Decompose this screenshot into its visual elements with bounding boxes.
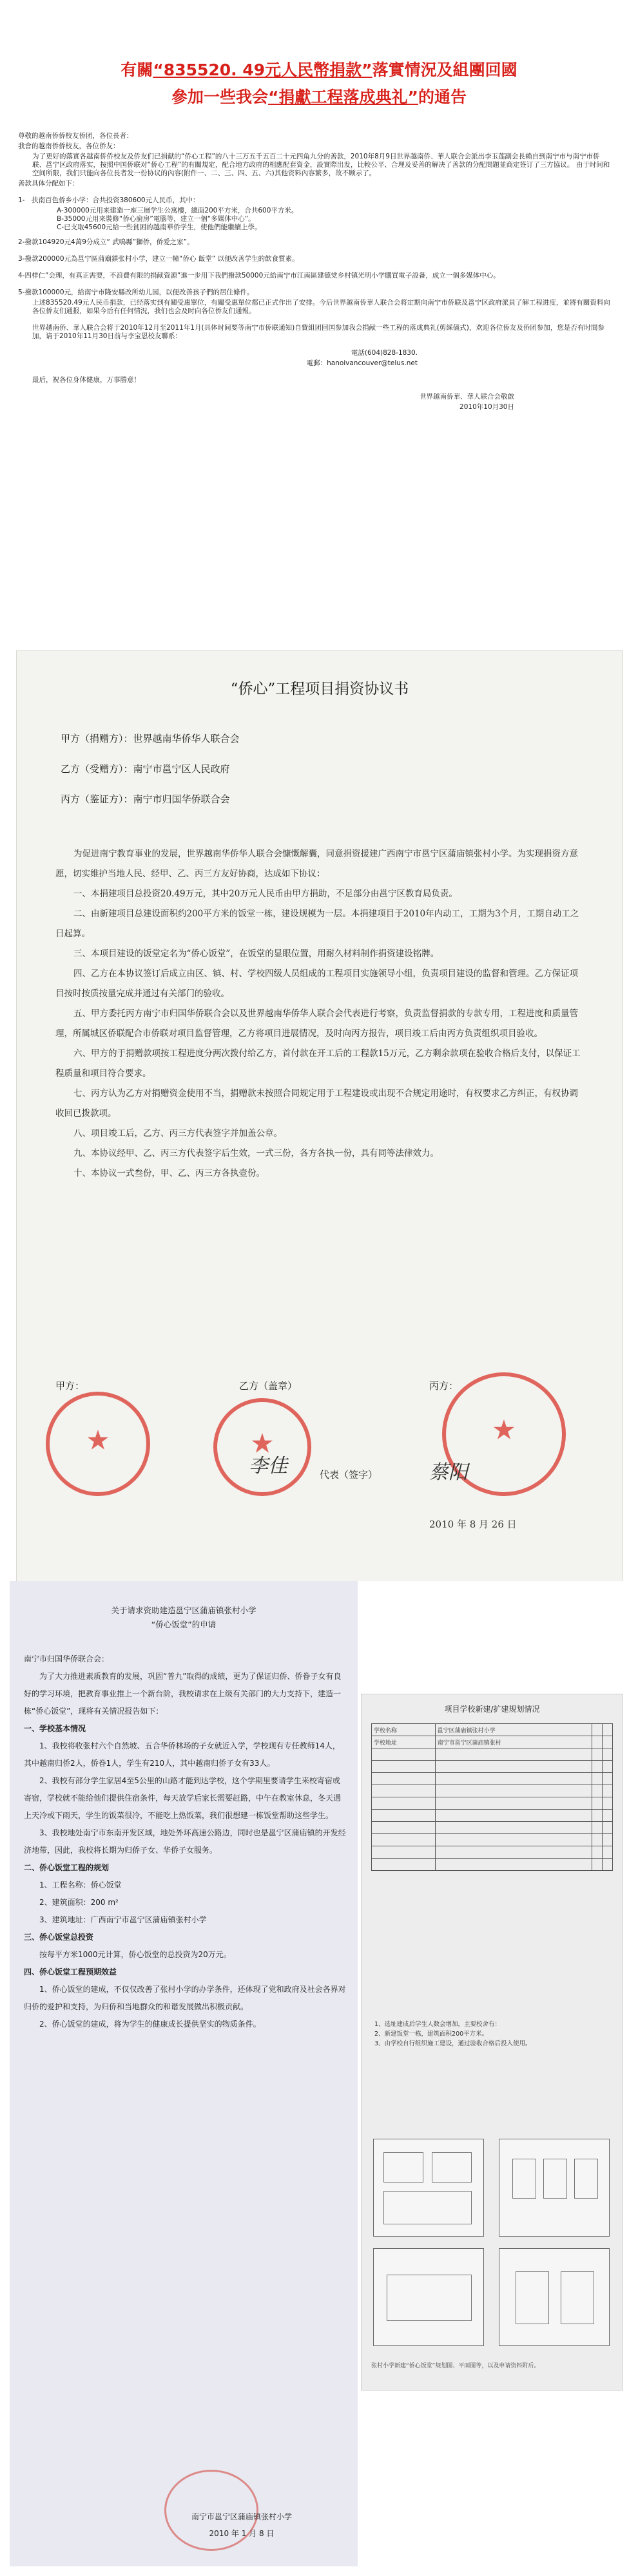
plan-table-cell (602, 1761, 612, 1773)
agreement-clause: 十、本协议一式叁份，甲、乙、丙三方各执壹份。 (73, 1168, 265, 1179)
agreement-title: “侨心”工程项目捐资协议书 (230, 681, 409, 697)
plan-table-row (372, 1748, 613, 1761)
drawing-room (383, 2152, 423, 2183)
notice-section (0, 0, 638, 650)
plan-table-cell (435, 1761, 592, 1773)
sign-party-c: 丙方： (429, 1380, 459, 1392)
allocation-item: 5-撥款100000元，給南宁市隆安縣改所幼儿园，以便改善孩子們的居住條件。 (18, 289, 254, 296)
agreement-clause: 一、本捐建项目总投资20.49万元，其中20万元人民币由甲方捐助，不足部分由邕宁区教育局负责。 (73, 889, 458, 899)
plan-table-cell (602, 1846, 612, 1859)
plan-table-row (372, 1761, 613, 1773)
request-paragraph: 1、侨心饭堂的建成，不仅仅改善了张村小学的办学条件，还体现了党和政府及社会各界对归侨的爱护和支持，为归侨和当地群众的和谐发展做出积极贡献。 (24, 1985, 346, 2011)
elevation-drawing (499, 2139, 610, 2237)
request-paragraph: 按每平方米1000元计算，侨心饭堂的总投资为20万元。 (39, 1950, 231, 1959)
plan-table-cell (592, 1773, 602, 1785)
plan-table-cell (602, 1834, 612, 1846)
allocation-item: 2-撥款104920元4萬9分成立“ 武鳴縣”獅侨，侨爱之家”。 (18, 238, 194, 246)
title-text: 落實情況及組團回國 (372, 61, 517, 79)
star-icon: ★ (250, 1427, 275, 1459)
plan-table (371, 1723, 613, 1871)
signature-c: 蔡阳 (429, 1461, 468, 1484)
plan-table-cell (602, 1859, 612, 1871)
notice-title (39, 57, 599, 111)
plan-table-cell (602, 1736, 612, 1748)
plan-table-cell (602, 1822, 612, 1834)
request-paragraph: 1、我校将收张村六个自然坡、五合华侨林场的子女就近入学，学校现有专任教师14人，其中越南归侨2人，侨眷1人，学生有210人，其中越南归侨子女有33人。 (24, 1741, 340, 1768)
star-icon: ★ (86, 1424, 110, 1456)
plan-table-cell (435, 1785, 592, 1797)
plan-table-cell (372, 1761, 436, 1773)
plan-table-cell (602, 1785, 612, 1797)
agreement-date: 2010 年 8 月 26 日 (429, 1519, 517, 1530)
plan-table-cell (592, 1724, 602, 1736)
plan-table-cell (602, 1724, 612, 1736)
plan-table-cell (592, 1748, 602, 1761)
plan-table-cell (372, 1785, 436, 1797)
party-b: 乙方（受赠方）：南宁市邕宁区人民政府 (61, 763, 230, 775)
agreement-clause: 三、本项目建设的饭堂定名为“侨心饭堂”，在饭堂的显眼位置，用耐久材料制作捐资建设铭牌。 (73, 949, 440, 959)
plan-table-row (372, 1797, 613, 1810)
notice-signer: 世界越南侨華、華人联合会敬啟 (420, 393, 514, 401)
plan-table-cell (435, 1834, 592, 1846)
plan-table-cell (602, 1797, 612, 1810)
plan-footer: 张村小学新建“侨心饭堂”规划图、平面图等，以及申请资料附后。 (371, 2363, 540, 2369)
agreement-text (55, 844, 584, 1184)
floor-plan-drawing (373, 2139, 484, 2237)
sign-party-a: 甲方： (55, 1380, 85, 1392)
notice-paragraph: 上述835520.49元人民币捐款，已经落实到有關受惠單位，有關受惠單位都已正式作出了安排。今后世界越南侨華人联合会将定期向南宁市侨联及邕宁区政府派員了解工程进度，並將有關資料向各位侨友们通报，如果今后有任何情況，我们也会及时向各位侨友们通報。 (32, 299, 610, 315)
signature-b: 李佳 (249, 1455, 287, 1477)
drawing-room (387, 2275, 472, 2321)
title-ceremony: “捐獻工程落成典礼” (268, 88, 418, 106)
plan-table-cell (592, 1822, 602, 1834)
party-c: 丙方（鉴证方）：南宁市归国华侨联合会 (61, 793, 230, 805)
agreement-clause: 二、由新建项目总建设面积约200平方米的饭堂一栋，建设规模为一层。本捐建项目于2010年内动工，工期为3个月，工期自动工之日起算。 (55, 909, 579, 939)
title-text: 的通告 (418, 88, 467, 106)
plan-table-row (372, 1810, 613, 1822)
plan-table-row (372, 1736, 613, 1748)
agreement-clause: 八、项目竣工后，乙方、丙三方代表签字并加盖公章。 (73, 1128, 282, 1139)
notice-paragraph: 为了更好的落實各越南侨侨校友及侨友们已捐献的“侨心工程”的八十三万五千五百二十元四角九分的善款，2010年8月9日世界越南侨、華人联合会派出李玉莲副会長赖自到南宁市与南宁市侨联、邕宁区政府落实，按照中国侨联对“侨心工程”的有關規定，配合地方政府的相應配套資金，設實際出发，比較公平、合理及妥善的解决了善款的分配問題並商定签订了三方協议。 由于时间和空间所限，我们只能向各位長者发一份协议的內容(附件一、二、三、四、五、六)其他资料內容繁多，故不顾示了。 (32, 153, 610, 177)
plan-table-cell (372, 1846, 436, 1859)
notice-date: 2010年10月30日 (459, 403, 514, 411)
plan-table-cell: 学校名称 (372, 1724, 436, 1736)
allocation-item: 3-撥款200000元為邕宁區蒲廟鎮张村小学，建立一幢“侨心 飯堂” 以便改善学生的飲食質素。 (18, 255, 299, 263)
contact-phone: 電話(604)828-1830. (351, 349, 418, 357)
drawing-window (561, 2271, 594, 2324)
agreement-clause: 五、甲方委托丙方南宁市归国华侨联合会以及世界越南华侨华人联合会代表进行考察，负责监督捐款的专款专用，工程进度和质量管理，所属城区侨联配合市侨联对项目监督管理，乙方将项目进展情况，及时向丙方报告，项目竣工后由丙方负责组织项目验收。 (55, 1009, 578, 1039)
request-heading: 四、侨心饭堂工程预期效益 (24, 1967, 117, 1976)
allocation-subitem: A-300000元用来建造一座三層学生公寓樓，總面200平方米，合共600平方米。 (57, 207, 298, 214)
plan-table-cell (592, 1810, 602, 1822)
notice-paragraph: 善款具体分配如下： (18, 180, 79, 187)
plan-table-cell (372, 1748, 436, 1761)
agreement-clause: 九、本协议经甲、乙、丙三方代表签字后生效，一式三份，各方各执一份，具有同等法律效力。 (73, 1148, 439, 1159)
building-drawings (373, 2139, 612, 2351)
plan-table-cell (372, 1822, 436, 1834)
notice-intro: 我會的越南侨侨校友，各位侨友： (18, 142, 120, 150)
plan-table-cell (372, 1810, 436, 1822)
title-amount: “835520. 49元人民幣捐款” (153, 61, 372, 79)
plan-table-cell (372, 1859, 436, 1871)
notice-title-line-2 (39, 84, 599, 111)
plan-table-row (372, 1822, 613, 1834)
plan-table-cell (372, 1773, 436, 1785)
request-paragraph: 3、建筑地址：广西南宁市邕宁区蒲庙镇张村小学 (39, 1915, 207, 1924)
plan-title: 项目学校新建/扩建规划情况 (444, 1705, 540, 1714)
plan-note: 2、新建饭堂一栋，建筑面积200平方米。 (374, 2031, 488, 2038)
plan-notes (374, 2020, 610, 2049)
plan-table-row (372, 1773, 613, 1785)
plan-table-cell (435, 1773, 592, 1785)
request-addressee: 南宁市归国华侨联合会： (24, 1654, 110, 1663)
plan-table-cell (592, 1785, 602, 1797)
plan-table-cell (435, 1859, 592, 1871)
plan-table-row (372, 1846, 613, 1859)
sign-representative: 代表（签字） (320, 1469, 378, 1481)
request-title-line-2: “侨心饭堂”的申请 (151, 1620, 217, 1629)
notice-closing: 最后，祝各位身体健康，万事勝意！ (32, 376, 140, 384)
notice-body (18, 132, 611, 413)
allocation-subitem: B-35000元用来裝修“侨心廚房”電腦等，建立一個“多媒体中心”。 (57, 215, 255, 223)
drawing-room (432, 2152, 472, 2183)
allocation-item: 4-四样仁”会理，有真正需要，不浪費有限的捐献資源”進一步用下我們撥款50000元給南宁市江南區建德党乡村镇光明小学購買電子設备，成立一個多媒体中心。 (18, 272, 500, 279)
request-sign-date: 2010 年 1 月 8 日 (209, 2529, 275, 2538)
plan-table-row (372, 1785, 613, 1797)
request-heading: 二、侨心饭堂工程的规划 (24, 1863, 110, 1872)
star-icon: ★ (492, 1414, 516, 1446)
plan-table-cell (372, 1834, 436, 1846)
plan-table-cell: 邕宁区蒲庙镇张村小学 (435, 1724, 592, 1736)
side-elevation-drawing (499, 2248, 610, 2346)
agreement-clause: 四、乙方在本协议签订后成立由区、镇、村、学校四级人员组成的工程项目实施领导小组，负责项目建设的监督和管理。乙方保证项目按时按质按量完成并通过有关部门的验收。 (55, 969, 578, 999)
plan-table-cell (372, 1797, 436, 1810)
request-signature (171, 2508, 313, 2542)
plan-table-cell (435, 1822, 592, 1834)
plan-note: 1、选址建成后学生人数会增加，主要校舍有： (374, 2021, 501, 2028)
plan-table-cell: 学校地址 (372, 1736, 436, 1748)
request-section (0, 1581, 638, 2576)
plan-table-cell (602, 1748, 612, 1761)
request-paragraph: 2、我校有部分学生家居4至5公里的山路才能到达学校，这个学期里要请学生来校寄宿或寄宿，学校就不能给他们提供住宿条件，每天放学后家长需要赶路，中午在教室休息，冬天遇上天冷或下雨天，学生的饭菜很冷，不能吃上热饭菜，我们很想建一栋饭堂帮助这些学生。 (24, 1776, 342, 1820)
plan-table-cell (592, 1797, 602, 1810)
plan-table-cell (602, 1810, 612, 1822)
agreement-clause: 七、丙方认为乙方对捐赠资金使用不当，捐赠款未按照合同规定用于工程建设或出现不合规定用途时，有权要求乙方纠正，有权协调收回已拨款项。 (55, 1088, 578, 1119)
seal-stamp-a (46, 1392, 150, 1496)
drawing-room (383, 2191, 472, 2224)
notice-greeting: 尊敬的越南侨侨校友侨团，各位長者： (18, 132, 133, 140)
plan-table-cell: 南宁市邕宁区蒲庙镇张村 (435, 1736, 592, 1748)
plan-table-row (372, 1834, 613, 1846)
notice-title-line-1 (39, 57, 599, 84)
section-drawing (373, 2248, 484, 2346)
plan-note: 3、由学校自行组织施工建设，通过验收合格后投入使用。 (374, 2040, 532, 2047)
agreement-clause: 六、甲方的于捐赠款项按工程进度分两次拨付给乙方，首付款在开工后的工程款15万元，乙方剩余款项在验收合格后支付，以保证工程质量和项目符合要求。 (55, 1048, 581, 1079)
request-body (24, 1651, 346, 2033)
drawing-window (574, 2159, 598, 2199)
allocation-subitem: C-已支取45600元給一些貧困的越南華侨学生，使他們能繼續上學。 (57, 223, 262, 231)
plan-table-cell (592, 1859, 602, 1871)
party-a: 甲方（捐赠方）：世界越南华侨华人联合会 (61, 733, 240, 744)
request-letter (10, 1581, 358, 2566)
allocation-item: 1- 扶南百色侨乡小学：合共投资380600元人民币，其中： (18, 196, 200, 204)
plan-table-cell (602, 1773, 612, 1785)
plan-table-cell (592, 1761, 602, 1773)
request-paragraph: 2、建筑面积：200 m² (39, 1898, 119, 1907)
request-paragraph: 2、侨心饭堂的建成，将为学生的健康成长提供坚实的物质条件。 (39, 2020, 261, 2029)
request-sign-org: 南宁市邕宁区蒲庙镇张村小学 (191, 2512, 292, 2521)
request-paragraph: 1、工程名称：侨心饭堂 (39, 1880, 122, 1889)
request-paragraph: 为了大力推进素质教育的发展，巩固“普九”取得的成绩，更为了保证归侨、侨眷子女有良好的学习环境，把教育事业推上一个新台阶，我校请求在上级有关部门的大力支持下，建造一栋“侨心饭堂”，现将有关情况报告如下： (24, 1672, 342, 1716)
plan-table-cell (435, 1846, 592, 1859)
plan-table-cell (592, 1834, 602, 1846)
drawing-window (516, 2271, 549, 2324)
plan-table-row (372, 1859, 613, 1871)
plan-sheet (361, 1694, 623, 2391)
contact-email[interactable]: 電郵：hanoivancouver@telus.net (306, 359, 418, 367)
drawing-window (512, 2159, 536, 2199)
drawing-window (543, 2159, 567, 2199)
notice-paragraph: 世界越南侨、華人联合会将于2010年12月至2011年1月(具体时间要等南宁市侨联通知)自費組团回国参加我会捐献一些工程的落成典礼(剪綵儀式)，欢迎各位侨友及侨团参加，您是否有时間参加，请于2010年11月30日前与李宝恩校友聯系： (32, 324, 604, 340)
plan-table-cell (435, 1748, 592, 1761)
request-title (10, 1604, 358, 1632)
agreement-clause: 为促进南宁教育事业的发展，世界越南华侨华人联合会慷慨解囊，同意捐资援建广西南宁市邕宁区蒲庙镇张村小学。为实现捐资方意愿，切实维护当地人民、经甲、乙、丙三方友好协商，达成如下协议： (55, 849, 578, 879)
plan-table-cell (435, 1810, 592, 1822)
request-heading: 三、侨心饭堂总投资 (24, 1933, 94, 1942)
agreement-scan (16, 650, 623, 1582)
plan-table-row (372, 1724, 613, 1736)
seal-stamp-b (213, 1398, 311, 1496)
plan-table-cell (435, 1797, 592, 1810)
sign-party-b: 乙方（盖章） (239, 1380, 298, 1392)
plan-table-cell (592, 1736, 602, 1748)
title-text: 有關 (121, 61, 153, 79)
request-heading: 一、学校基本情况 (24, 1724, 86, 1733)
request-title-line-1: 关于请求资助建造邕宁区蒲庙镇张村小学 (111, 1605, 256, 1615)
request-paragraph: 3、我校地处南宁市东南开发区域，地处外环高速公路边，同时也是邕宁区蒲庙镇的开发经济地带，因此，我校将长期为归侨子女、华侨子女服务。 (24, 1828, 346, 1855)
title-text: 參加一些我会 (171, 88, 269, 106)
plan-table-cell (592, 1846, 602, 1859)
